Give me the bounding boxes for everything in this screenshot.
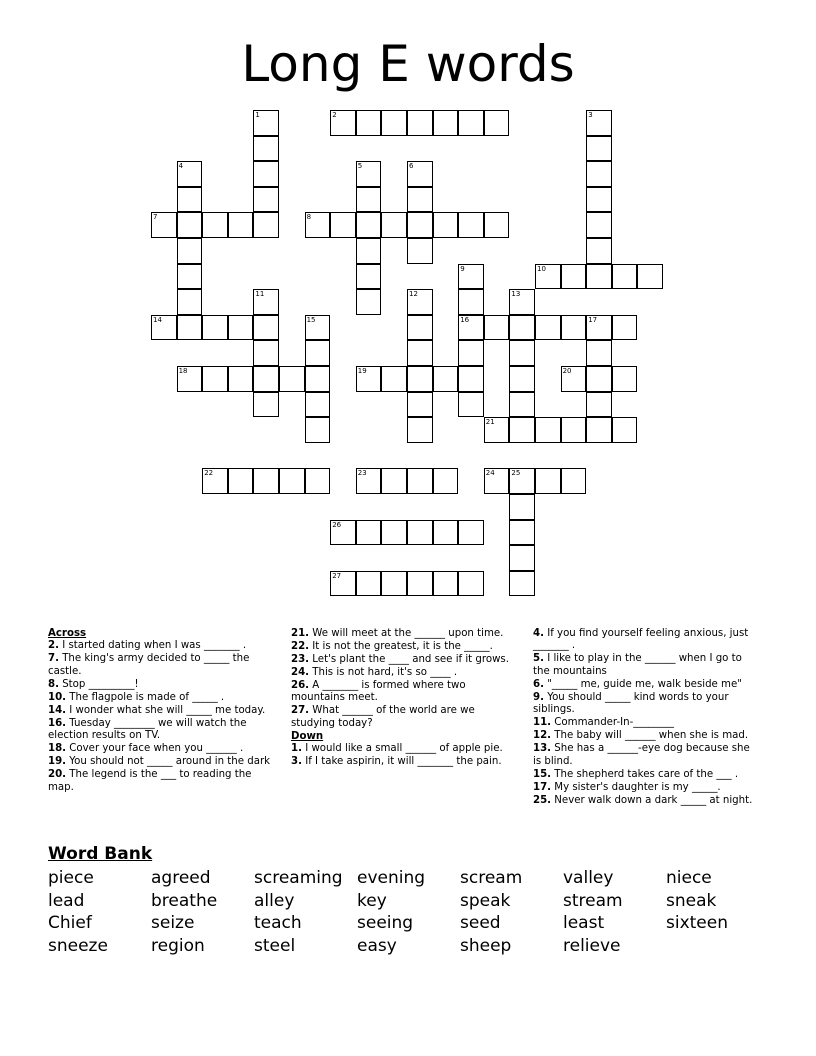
clue-number: 9. [533, 691, 544, 703]
clue-number: 2 [332, 111, 337, 119]
clue [533, 653, 761, 678]
grid-cell[interactable] [305, 212, 331, 238]
word-bank-word: steel [254, 935, 296, 956]
grid-cell[interactable] [586, 187, 612, 213]
grid-cell[interactable] [586, 264, 612, 290]
clue [533, 679, 761, 691]
clue [533, 628, 761, 653]
clue-number: 5 [357, 162, 363, 171]
clue-number: 14. [48, 704, 67, 716]
grid-cell[interactable] [509, 366, 535, 392]
grid-cell[interactable] [458, 392, 484, 418]
clue-text: My sister's daughter is my _____. [551, 781, 721, 793]
grid-cell[interactable] [202, 315, 228, 341]
clue [291, 641, 519, 653]
clues-column-2 [291, 628, 519, 769]
clue-number: 16 [460, 315, 470, 324]
grid-cell[interactable] [151, 315, 177, 341]
word-bank-word: piece [48, 868, 94, 888]
grid-cell[interactable] [407, 392, 433, 418]
grid-cell[interactable] [407, 161, 433, 187]
grid-cell[interactable] [177, 315, 203, 341]
grid-cell[interactable] [253, 468, 279, 494]
grid-cell[interactable] [407, 468, 433, 494]
grid-cell[interactable] [202, 212, 228, 238]
clue-text: I wonder what she will _____ me today. [66, 704, 266, 716]
clue-number: 2. [48, 640, 59, 652]
grid-cell[interactable] [637, 264, 663, 290]
clue [533, 795, 761, 807]
word-bank-word: valley [563, 868, 614, 888]
clue-text: I would like a small ______ of apple pie. [301, 743, 503, 755]
grid-cell[interactable] [484, 468, 510, 494]
grid-cell[interactable] [253, 136, 279, 162]
clue-number: 3. [291, 756, 302, 768]
grid-cell[interactable] [509, 417, 535, 443]
grid-cell[interactable] [509, 468, 535, 494]
clue-text: This is not hard, it's so ____ . [309, 667, 458, 678]
grid-cell[interactable] [561, 468, 587, 494]
grid-cell[interactable] [305, 315, 331, 341]
clue-number: 15. [533, 768, 552, 780]
clue-number: 24. [291, 667, 310, 678]
grid-cell[interactable] [458, 520, 484, 546]
grid-cell[interactable] [509, 392, 535, 418]
clue [48, 705, 276, 717]
clue [533, 692, 761, 717]
grid-cell[interactable] [509, 340, 535, 366]
grid-cell[interactable] [509, 545, 535, 571]
clue-number: 25 [511, 469, 521, 478]
clue-number: 6. [533, 678, 544, 690]
grid-cell[interactable] [253, 110, 279, 136]
grid-cell[interactable] [305, 366, 331, 392]
clue-number: 13 [511, 290, 521, 299]
clue-number: 20 [562, 367, 572, 375]
grid-cell[interactable] [253, 187, 279, 213]
grid-cell[interactable] [305, 392, 331, 418]
clue-text: You should not _____ around in the dark [66, 756, 271, 768]
grid-cell[interactable] [407, 366, 433, 392]
grid-cell[interactable] [433, 110, 459, 136]
clue-text: "_____ me, guide me, walk beside me" [543, 678, 742, 690]
word-bank-word: scream [460, 868, 523, 888]
word-bank-word: breathe [151, 890, 218, 911]
grid-cell[interactable] [381, 366, 407, 392]
word-bank-word: seeing [357, 913, 414, 934]
clues-column-3 [533, 628, 761, 808]
clue-number: 10. [48, 691, 67, 703]
grid-cell[interactable] [381, 110, 407, 136]
grid-cell[interactable] [356, 212, 382, 238]
grid-cell[interactable] [177, 161, 203, 187]
grid-cell[interactable] [177, 212, 203, 238]
clue [533, 743, 761, 768]
grid-cell[interactable] [305, 468, 331, 494]
grid-cell[interactable] [228, 366, 254, 392]
clue [48, 692, 276, 704]
grid-cell[interactable] [586, 238, 612, 264]
clue-number: 5. [533, 653, 544, 665]
word-bank-word: alley [254, 890, 295, 911]
clue-text: Never walk down a dark _____ at night. [551, 794, 753, 806]
grid-cell[interactable] [407, 520, 433, 546]
grid-cell[interactable] [484, 212, 510, 238]
clue-text: The baby will ______ when she is mad. [551, 730, 749, 742]
grid-cell[interactable] [561, 315, 587, 341]
clue-number: 16. [48, 717, 67, 729]
grid-cell[interactable] [279, 468, 305, 494]
clue-text: Stop _________! [58, 678, 139, 690]
word-bank-word: teach [254, 913, 302, 934]
grid-cell[interactable] [356, 468, 382, 494]
word-bank-word: seed [460, 913, 501, 934]
grid-cell[interactable] [612, 264, 638, 290]
grid-cell[interactable] [253, 340, 279, 366]
clue-number: 21. [291, 628, 310, 639]
word-bank-word: sheep [460, 935, 512, 956]
grid-cell[interactable] [561, 417, 587, 443]
grid-cell[interactable] [407, 110, 433, 136]
grid-cell[interactable] [228, 468, 254, 494]
word-bank-word: least [563, 913, 605, 934]
clue [48, 718, 276, 743]
clue-text: I started dating when I was _______ . [58, 640, 247, 652]
grid-cell[interactable] [356, 289, 382, 315]
grid-cell[interactable] [407, 340, 433, 366]
grid-cell[interactable] [407, 571, 433, 597]
grid-cell[interactable] [356, 110, 382, 136]
clue [533, 730, 761, 742]
grid-cell[interactable] [458, 289, 484, 315]
clue-text: The flagpole is made of _____ . [66, 691, 225, 703]
grid-cell[interactable] [356, 187, 382, 213]
clue-number: 11 [255, 290, 265, 299]
clue [291, 705, 519, 730]
clue-number: 23 [357, 469, 367, 478]
clue-number: 10 [537, 264, 546, 273]
grid-cell[interactable] [458, 315, 484, 341]
grid-cell[interactable] [458, 340, 484, 366]
grid-cell[interactable] [561, 264, 587, 290]
clue-number: 17. [533, 781, 552, 793]
word-bank-title: Word Bank [48, 844, 153, 864]
clue [291, 743, 519, 755]
clue-number: 24 [485, 469, 495, 478]
word-bank-word: sneak [666, 890, 717, 911]
clue-number: 13. [533, 743, 552, 755]
clue [48, 743, 276, 755]
clue-number: 22. [291, 641, 310, 652]
grid-cell[interactable] [509, 571, 535, 597]
clue [291, 680, 519, 705]
clue [291, 654, 519, 666]
clue [48, 679, 276, 691]
clue-text: The legend is the ___ to reading the map. [48, 769, 252, 793]
grid-cell[interactable] [535, 264, 561, 290]
grid-cell[interactable] [407, 187, 433, 213]
grid-cell[interactable] [586, 212, 612, 238]
grid-cell[interactable] [356, 264, 382, 290]
clue [48, 640, 276, 652]
clue [291, 628, 519, 640]
grid-cell[interactable] [305, 417, 331, 443]
page-title: Long E words [241, 35, 575, 93]
grid-cell[interactable] [279, 366, 305, 392]
grid-cell[interactable] [330, 571, 356, 597]
clue [291, 667, 519, 679]
clue-number: 21 [485, 418, 495, 427]
clue-number: 27. [291, 705, 310, 717]
grid-cell[interactable] [177, 366, 203, 392]
word-bank-word: sixteen [666, 913, 728, 934]
grid-cell[interactable] [381, 468, 407, 494]
grid-cell[interactable] [458, 366, 484, 392]
grid-cell[interactable] [356, 520, 382, 546]
grid-cell[interactable] [253, 212, 279, 238]
clue-number: 3 [588, 111, 593, 119]
clue-number: 9 [460, 264, 465, 273]
clue [48, 769, 276, 794]
grid-cell[interactable] [586, 136, 612, 162]
grid-cell[interactable] [381, 520, 407, 546]
grid-cell[interactable] [177, 264, 203, 290]
grid-cell[interactable] [253, 366, 279, 392]
clue-number: 18 [178, 367, 188, 375]
grid-cell[interactable] [433, 212, 459, 238]
word-bank-word: relieve [563, 935, 621, 956]
clue-number: 1 [255, 111, 260, 119]
grid-cell[interactable] [407, 238, 433, 264]
grid-cell[interactable] [586, 417, 612, 443]
clue-text: What ______ of the world are we studying today? [291, 705, 475, 729]
grid-cell[interactable] [433, 366, 459, 392]
clue-number: 18. [48, 743, 67, 755]
clue [533, 769, 761, 781]
grid-cell[interactable] [330, 110, 356, 136]
grid-cell[interactable] [612, 417, 638, 443]
clue-number: 26 [332, 520, 342, 529]
grid-cell[interactable] [458, 212, 484, 238]
word-bank-word: Chief [48, 913, 92, 934]
clue-number: 12. [533, 730, 552, 742]
clue-number: 6 [409, 162, 414, 171]
grid-cell[interactable] [356, 366, 382, 392]
clue-number: 4. [533, 628, 544, 639]
word-bank-word: sneeze [48, 935, 108, 956]
down-heading: Down [291, 730, 324, 742]
grid-cell[interactable] [612, 366, 638, 392]
grid-cell[interactable] [330, 212, 356, 238]
word-bank-word: speak [460, 890, 511, 911]
clue-number: 25. [533, 794, 552, 806]
clue-text: Commander-In-________ [551, 717, 675, 729]
grid-cell[interactable] [407, 289, 433, 315]
grid-cell[interactable] [586, 315, 612, 341]
grid-cell[interactable] [253, 161, 279, 187]
clue-number: 1. [291, 743, 302, 755]
grid-cell[interactable] [535, 468, 561, 494]
grid-cell[interactable] [484, 315, 510, 341]
grid-cell[interactable] [458, 264, 484, 290]
grid-cell[interactable] [228, 315, 254, 341]
grid-cell[interactable] [202, 468, 228, 494]
grid-cell[interactable] [535, 315, 561, 341]
grid-cell[interactable] [458, 110, 484, 136]
clue [533, 717, 761, 729]
grid-cell[interactable] [356, 571, 382, 597]
clue-text: She has a ______-eye dog because she is blind. [533, 743, 750, 767]
clue-number: 15 [306, 315, 316, 324]
grid-cell[interactable] [228, 212, 254, 238]
clue-number: 4 [178, 162, 184, 171]
clue-text: Cover your face when you ______ . [66, 743, 244, 755]
grid-cell[interactable] [509, 315, 535, 341]
clue-text: We will meet at the ______ upon time. [309, 628, 504, 639]
clue-text: If you find yourself feeling anxious, just _______ . [533, 628, 749, 652]
clue-number: 23. [291, 654, 310, 665]
grid-cell[interactable] [253, 289, 279, 315]
clue-number: 12 [409, 290, 418, 299]
clue-number: 8. [48, 678, 59, 690]
grid-cell[interactable] [561, 366, 587, 392]
grid-cell[interactable] [177, 187, 203, 213]
clue-number: 14 [153, 315, 162, 324]
grid-cell[interactable] [381, 571, 407, 597]
word-bank-word: niece [666, 868, 712, 888]
word-bank-word: agreed [151, 868, 211, 888]
grid-cell[interactable] [535, 417, 561, 443]
grid-cell[interactable] [151, 212, 177, 238]
clue-text: It is not the greatest, it is the _____. [309, 641, 493, 652]
grid-cell[interactable] [586, 110, 612, 136]
grid-cell[interactable] [407, 315, 433, 341]
grid-cell[interactable] [586, 161, 612, 187]
word-bank-word: key [357, 890, 387, 911]
grid-cell[interactable] [330, 520, 356, 546]
grid-cell[interactable] [305, 340, 331, 366]
word-bank-word: lead [48, 890, 85, 911]
word-bank-word: evening [357, 868, 426, 888]
clue-text: I like to play in the ______ when I go to the mountains [533, 653, 742, 677]
clue-number: 26. [291, 680, 310, 691]
grid-cell[interactable] [356, 161, 382, 187]
clue [48, 756, 276, 768]
clue-text: Let's plant the ____ and see if it grows. [309, 654, 509, 665]
clue-text: Tuesday ________ we will watch the election results on TV. [48, 717, 247, 742]
word-bank-word: easy [357, 935, 397, 956]
clues-column-1 [48, 628, 276, 795]
grid-cell[interactable] [202, 366, 228, 392]
clue [48, 653, 276, 678]
clue-number: 8 [306, 213, 312, 222]
grid-cell[interactable] [509, 289, 535, 315]
clue-number: 11. [533, 717, 552, 729]
grid-cell[interactable] [433, 520, 459, 546]
grid-cell[interactable] [586, 340, 612, 366]
grid-cell[interactable] [356, 238, 382, 264]
grid-cell[interactable] [253, 315, 279, 341]
word-bank-word: seize [151, 913, 195, 934]
clue-number: 19 [357, 367, 367, 375]
clue-number: 22 [204, 469, 214, 478]
word-bank-word: region [151, 935, 205, 956]
grid-cell[interactable] [381, 212, 407, 238]
clue-number: 7. [48, 653, 59, 665]
grid-cell[interactable] [407, 417, 433, 443]
clue-text: The shepherd takes care of the ___ . [551, 768, 739, 780]
grid-cell[interactable] [586, 392, 612, 418]
grid-cell[interactable] [253, 392, 279, 418]
across-heading: Across [48, 628, 87, 639]
grid-cell[interactable] [484, 417, 510, 443]
grid-cell[interactable] [509, 520, 535, 546]
clue-text: The king's army decided to _____ the castle. [48, 653, 250, 677]
grid-cell[interactable] [433, 571, 459, 597]
clue [533, 782, 761, 794]
word-bank-word: stream [563, 890, 623, 911]
grid-cell[interactable] [177, 289, 203, 315]
clue-text: If I take aspirin, it will _______ the pain. [301, 756, 502, 768]
clue-number: 17 [588, 315, 598, 324]
clue-number: 19. [48, 756, 67, 768]
clue-text: You should _____ kind words to your siblings. [533, 691, 729, 716]
clue-text: A _______ is formed where two mountains meet. [291, 680, 466, 704]
grid-cell[interactable] [458, 571, 484, 597]
grid-cell[interactable] [177, 238, 203, 264]
clue-number: 27 [332, 571, 342, 580]
grid-cell[interactable] [484, 110, 510, 136]
grid-cell[interactable] [433, 468, 459, 494]
grid-cell[interactable] [586, 366, 612, 392]
grid-cell[interactable] [612, 315, 638, 341]
grid-cell[interactable] [509, 494, 535, 520]
clue-number: 7 [153, 213, 158, 222]
word-bank-word: screaming [254, 868, 343, 888]
clue [291, 756, 519, 768]
grid-cell[interactable] [407, 212, 433, 238]
clue-number: 20. [48, 769, 67, 781]
